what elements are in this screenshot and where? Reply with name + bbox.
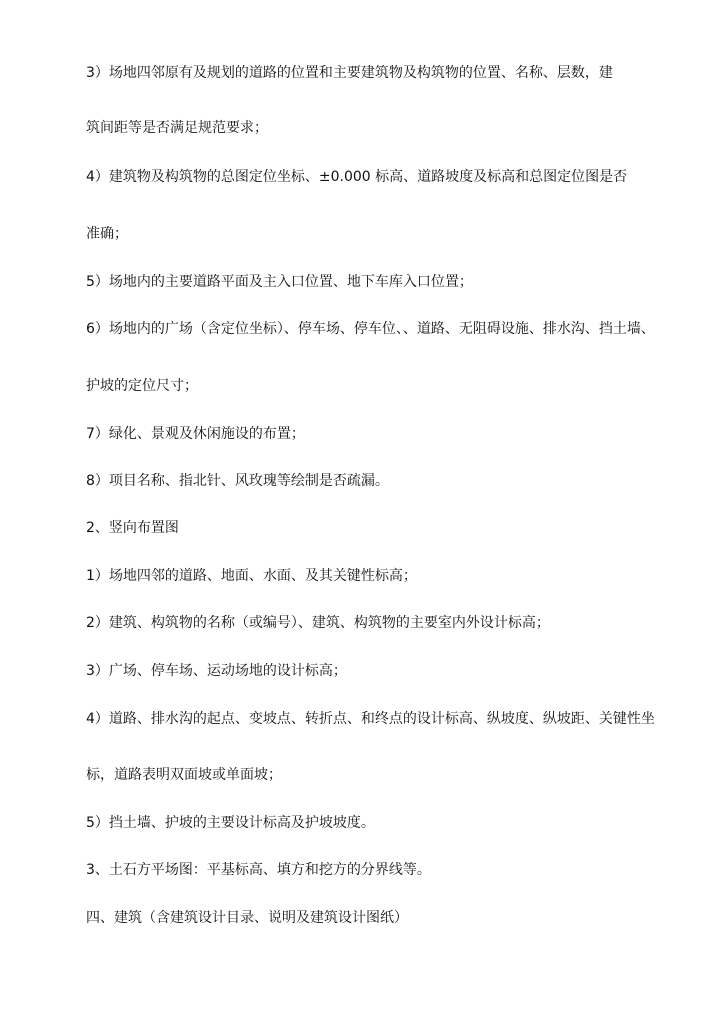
text-line: 6）场地内的广场（含定位坐标）、停车场、停车位、、道路、无阻碍设施、排水沟、挡土墙、 bbox=[86, 321, 655, 337]
text-line: 7）绿化、景观及休闲施设的布置； bbox=[86, 426, 305, 442]
text-line: 5）挡土墙、护坡的主要设计标高及护坡坡度。 bbox=[86, 815, 375, 831]
text-line: 准确； bbox=[86, 226, 128, 242]
text-line: 标，道路表明双面坡或单面坡； bbox=[86, 767, 282, 783]
text-line: 8）项目名称、指北针、风玫瑰等绘制是否疏漏。 bbox=[86, 473, 389, 489]
text-line: 1）场地四邻的道路、地面、水面、及其关键性标高； bbox=[86, 568, 417, 584]
section-heading: 2、竖向布置图 bbox=[86, 520, 179, 536]
chapter-heading: 四、建筑（含建筑设计目录、说明及建筑设计图纸） bbox=[86, 910, 408, 926]
text-line: 2）建筑、构筑物的名称（或编号）、建筑、构筑物的主要室内外设计标高； bbox=[86, 615, 550, 631]
text-line: 3）场地四邻原有及规划的道路的位置和主要建筑物及构筑物的位置、名称、层数，建 bbox=[86, 65, 613, 81]
text-line: 护坡的定位尺寸； bbox=[86, 378, 198, 394]
text-line: 4）道路、排水沟的起点、变坡点、转折点、和终点的设计标高、纵坡度、纵坡距、关键性坐 bbox=[86, 711, 655, 727]
text-line: 筑间距等是否满足规范要求； bbox=[86, 120, 268, 136]
text-line: 5）场地内的主要道路平面及主入口位置、地下车库入口位置； bbox=[86, 274, 473, 290]
text-line: 3）广场、停车场、运动场地的设计标高； bbox=[86, 663, 347, 679]
text-line: 4）建筑物及构筑物的总图定位坐标、±0.000 标高、道路坡度及标高和总图定位图是否 bbox=[86, 169, 628, 185]
section-heading: 3、土石方平场图：平基标高、填方和挖方的分界线等。 bbox=[86, 862, 431, 878]
